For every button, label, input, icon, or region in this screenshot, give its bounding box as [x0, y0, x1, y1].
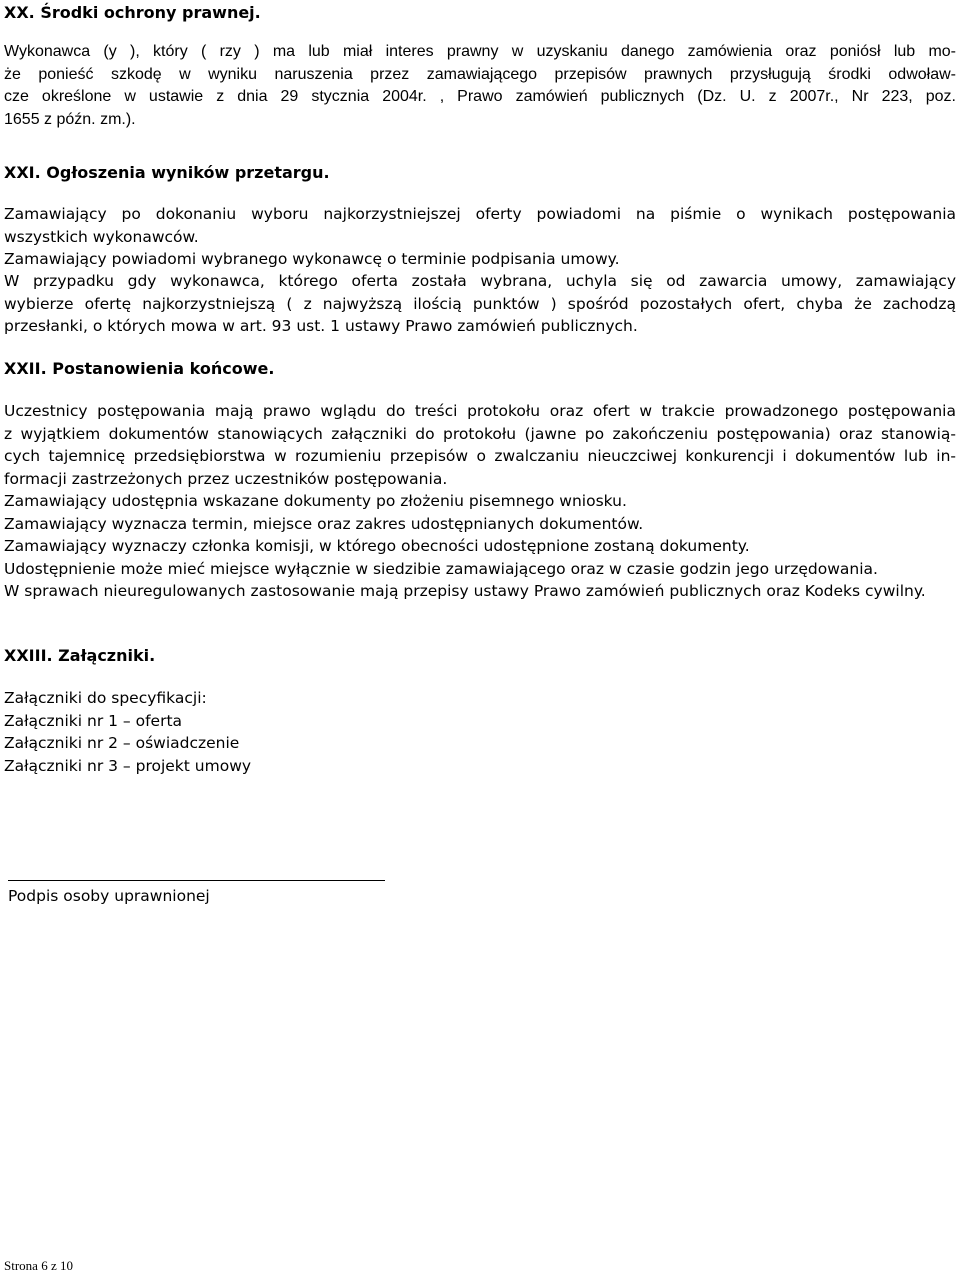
paragraph-line: W przypadku gdy wykonawca, którego oferta została wybrana, uchyla się od zawarcia umowy, zamawiający — [4, 272, 956, 290]
paragraph-line: Zamawiający wyznacza termin, miejsce oraz zakres udostępnianych dokumentów. — [4, 514, 644, 533]
paragraph-line: Zamawiający po dokonaniu wyboru najkorzystniejszej oferty powiadomi na piśmie o wynikach postępowania — [4, 205, 956, 223]
section-xxii-lines — [4, 490, 956, 603]
section-xxi-paragraph-3 — [4, 270, 956, 338]
paragraph-line: Zamawiający udostępnia wskazane dokumenty po złożeniu pisemnego wniosku. — [4, 492, 627, 510]
paragraph-line: przesłanki, o których mowa w art. 93 ust. 1 ustawy Prawo zamówień publicznych. — [4, 317, 638, 335]
paragraph-line: Wykonawca (y ), który ( rzy ) ma lub miał interes prawny w uzyskaniu danego zamówienia oraz poniósł lub mo- — [4, 43, 956, 60]
paragraph-line: Udostępnienie może mieć miejsce wyłącznie w siedzibie zamawiającego oraz w czasie godzin jego urzędowania. — [4, 559, 878, 578]
section-xxi-heading: XXI. Ogłoszenia wyników przetargu. — [4, 163, 330, 182]
paragraph-line: że ponieść szkodę w wyniku naruszenia przez zamawiającego przepisów prawnych przysługują środki odwoław- — [4, 65, 956, 83]
attachments-list — [4, 687, 956, 777]
section-xx-heading: XX. Środki ochrony prawnej. — [4, 3, 261, 22]
page-number: Strona 6 z 10 — [4, 1258, 73, 1273]
paragraph-line: Zamawiający powiadomi wybranego wykonawcę o terminie podpisania umowy. — [4, 250, 620, 268]
paragraph-line: wybierze ofertę najkorzystniejszą ( z najwyższą ilością punktów ) spośród pozostałych ofert, chyba że zachodzą — [4, 294, 956, 313]
paragraph-line: cze określone w ustawie z dnia 29 stycznia 2004r. , Prawo zamówień publicznych (Dz. U. z 2007r., Nr 223, poz. — [4, 88, 956, 105]
section-xx-paragraph — [4, 41, 956, 131]
paragraph-line: 1655 z późn. zm.). — [4, 110, 136, 128]
attachments-intro: Załączniki do specyfikacji: — [4, 689, 207, 707]
paragraph-line: z wyjątkiem dokumentów stanowiących załączniki do protokołu (jawne po zakończeniu postępowania) oraz stanowią- — [4, 424, 956, 443]
section-xxii-heading: XXII. Postanowienia końcowe. — [4, 359, 275, 378]
section-xxiii-heading: XXIII. Załączniki. — [4, 646, 156, 665]
paragraph-line: Uczestnicy postępowania mają prawo wglądu do treści protokołu oraz ofert w trakcie prowadzonego postępowania — [4, 402, 956, 420]
attachment-item: Załączniki nr 2 – oświadczenie — [4, 734, 240, 752]
signature-line — [8, 880, 385, 881]
signature-label: Podpis osoby uprawnionej — [8, 887, 210, 905]
paragraph-line: formacji zastrzeżonych przez uczestników postępowania. — [4, 469, 448, 488]
attachment-item: Załączniki nr 3 – projekt umowy — [4, 756, 252, 775]
paragraph-line: wszystkich wykonawców. — [4, 227, 199, 246]
section-xxii-paragraph-1 — [4, 400, 956, 490]
paragraph-line: Zamawiający wyznaczy członka komisji, w którego obecności udostępnione zostaną dokumenty. — [4, 537, 750, 555]
attachment-item: Załączniki nr 1 – oferta — [4, 711, 183, 730]
section-xxi-paragraph-2 — [4, 248, 956, 271]
paragraph-line: cych tajemnicę przedsiębiorstwa w rozumieniu przepisów o zwalczaniu nieuczciwej konkurencji i dokumentów lub in- — [4, 447, 956, 465]
section-xxi-paragraph-1 — [4, 203, 956, 248]
paragraph-line: W sprawach nieuregulowanych zastosowanie mają przepisy ustawy Prawo zamówień publicznych oraz Kodeks cywilny. — [4, 582, 926, 600]
